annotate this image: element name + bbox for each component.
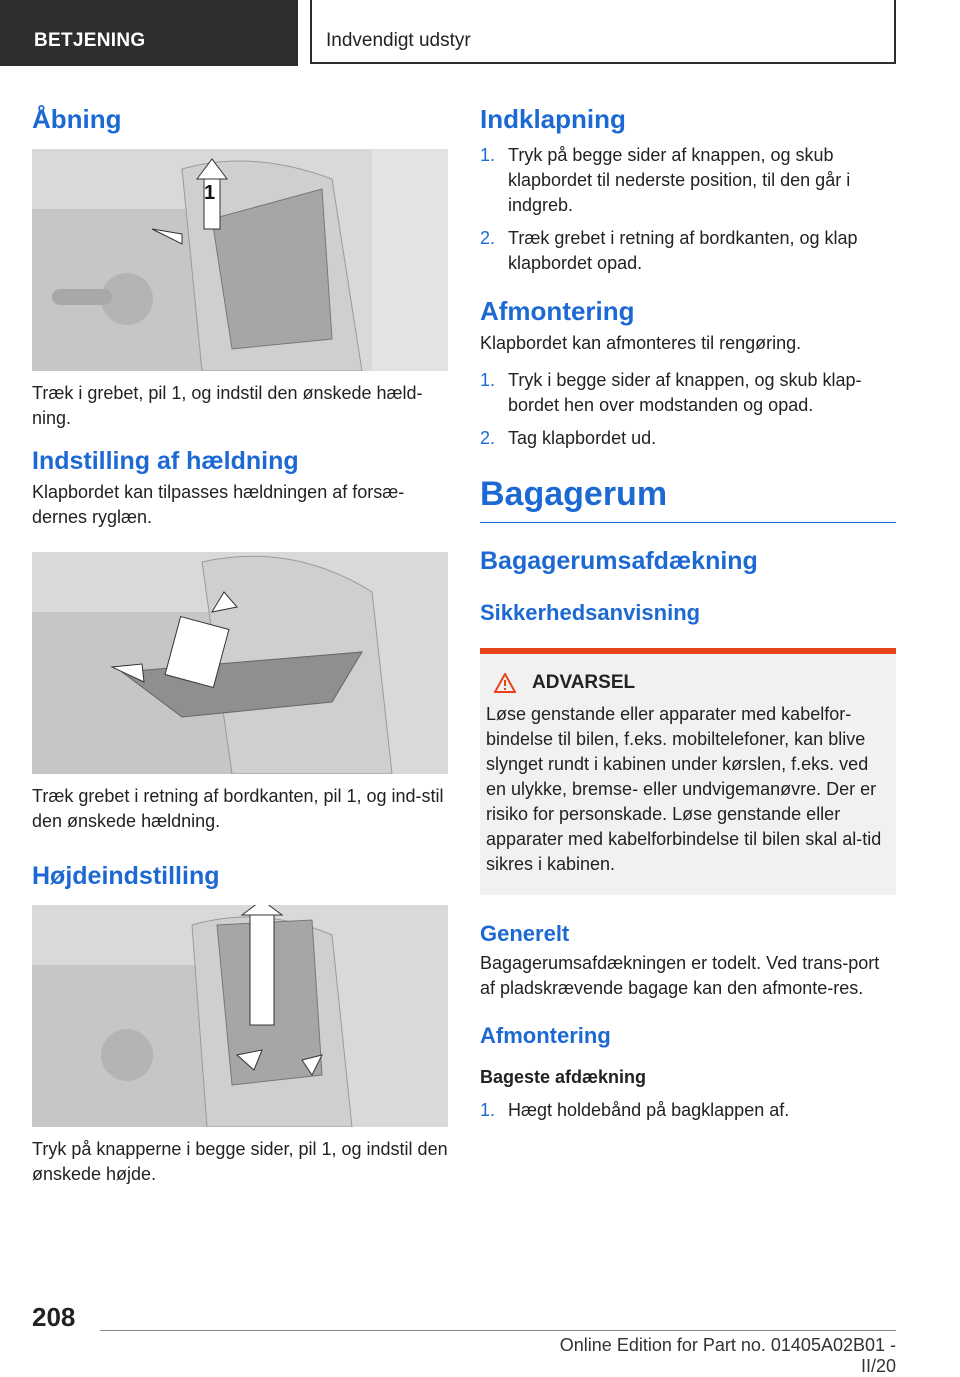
- arrow-label: 1: [204, 182, 216, 204]
- afmontering-steps: [480, 368, 896, 451]
- footer-rule: [100, 1330, 896, 1331]
- warning-triangle-icon: [494, 673, 516, 693]
- chapter-tab: [310, 0, 896, 64]
- sikkerhed-heading: Sikkerhedsanvisning: [480, 600, 701, 625]
- heading-rule: [480, 522, 896, 523]
- indklapning-steps: [480, 143, 896, 276]
- bageste-steps: [480, 1098, 896, 1123]
- page-number: 208: [32, 1302, 76, 1332]
- warning-header: [494, 672, 888, 694]
- afmontering-heading: Afmontering: [480, 296, 635, 326]
- afmontering2-heading: Afmontering: [480, 1023, 611, 1048]
- section-tab: [0, 0, 298, 66]
- warning-box: [480, 648, 896, 895]
- list-item: 2. Tag klapbordet ud.: [480, 428, 657, 448]
- list-item: 1. Hægt holdebånd på bagklappen af.: [480, 1100, 790, 1120]
- haeldning-text: Klapbordet kan tilpasses hældningen af forsæ-dernes ryglæn.: [32, 482, 405, 527]
- bageste-heading: Bageste afdækning: [480, 1067, 647, 1087]
- aabning-heading: Åbning: [32, 104, 122, 134]
- right-column: [480, 100, 896, 1131]
- list-item: 1. Tryk på begge sider af knappen, og skub klapbordet til nederste position, til den går i indgreb.: [480, 145, 851, 215]
- illustration-hoejde: [32, 905, 448, 1127]
- bagagerum-heading: Bagagerum: [480, 475, 668, 513]
- left-column: [32, 100, 448, 1187]
- haeldning-caption: Træk grebet i retning af bordkanten, pil 1, og ind-stil den ønskede hældning.: [32, 786, 444, 831]
- chapter-label: Indvendigt udstyr: [326, 30, 471, 51]
- illustration-haeldning: [32, 552, 448, 774]
- afmontering-text: Klapbordet kan afmonteres til rengøring.: [480, 333, 802, 353]
- warning-text: Løse genstande eller apparater med kabelfor-bindelse til bilen, f.eks. mobiltelefoner, kan blive slynget rundt i kabinen under kørslen, f.eks. ved en ulykke, bremse- eller undvigemanøvre. Der er risiko for personskade. Løse genstande eller apparater med kabelforbindelse til bilen skal al-tid sikres i kabinen.: [486, 704, 882, 874]
- list-item: 2. Træk grebet i retning af bordkanten, og klap klapbordet opad.: [480, 228, 858, 273]
- generelt-text: Bagagerumsafdækningen er todelt. Ved trans-port af pladskrævende bagage kan den afmonte-res.: [480, 953, 880, 998]
- illustration-aabning: [32, 149, 448, 371]
- hoejde-heading: Højdeindstilling: [32, 862, 220, 890]
- afdaekning-heading: Bagagerumsafdækning: [480, 547, 758, 575]
- aabning-caption: Træk i grebet, pil 1, og indstil den ønskede hæld-ning.: [32, 383, 423, 428]
- page-header: [0, 0, 960, 66]
- hoejde-caption: Tryk på knapperne i begge sider, pil 1, og indstil den ønskede højde.: [32, 1139, 448, 1184]
- generelt-heading: Generelt: [480, 921, 570, 946]
- haeldning-heading: Indstilling af hældning: [32, 447, 299, 475]
- warning-title: ADVARSEL: [532, 672, 636, 693]
- list-item: 1. Tryk i begge sider af knappen, og skub klap-bordet hen over modstanden og opad.: [480, 370, 862, 415]
- edition-text: Online Edition for Part no. 01405A02B01 - II/20: [559, 1335, 896, 1376]
- section-label: BETJENING: [34, 30, 146, 51]
- indklapning-heading: Indklapning: [480, 104, 626, 134]
